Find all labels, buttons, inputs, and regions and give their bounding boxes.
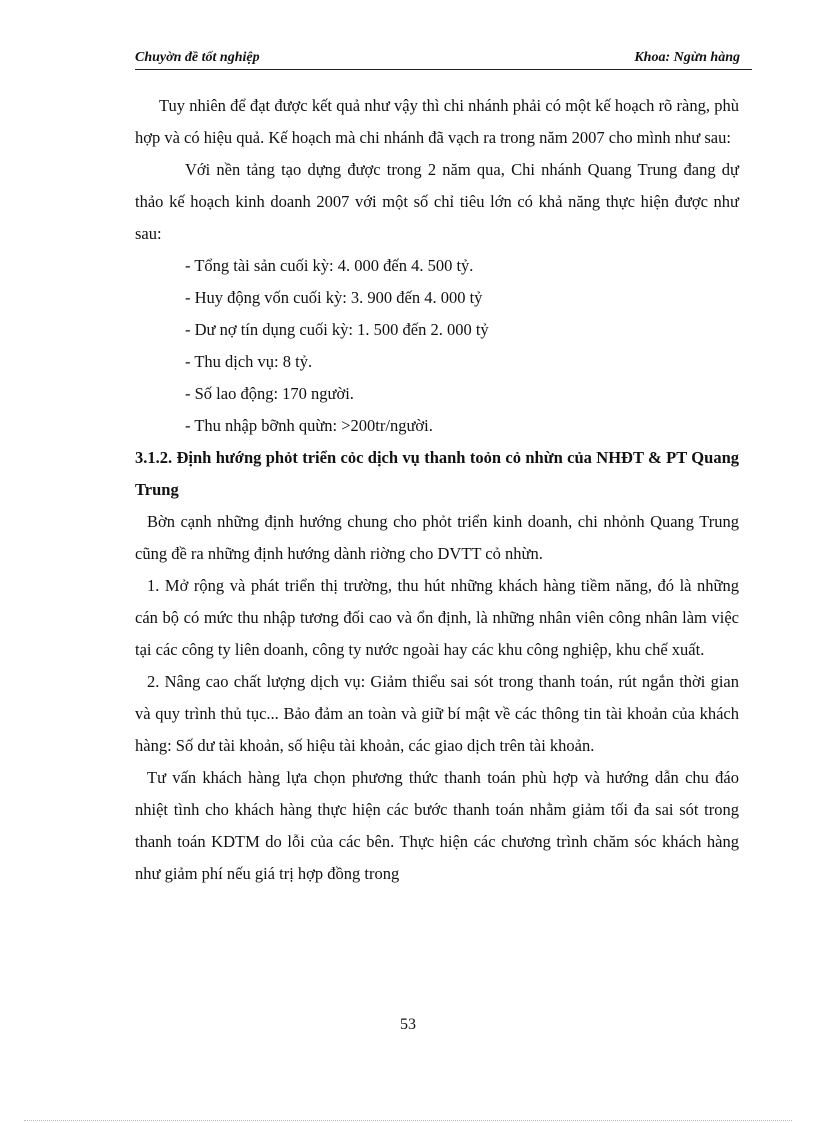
list-item: - Tổng tài sản cuối kỳ: 4. 000 đến 4. 500 tỷ. [185, 256, 474, 275]
paragraph-item-2: 2. Nâng cao chất lượng dịch vụ: Giảm thiểu sai sót trong thanh toán, rút ngắn thời gian và quy trình thủ tục... Bảo đảm an toàn và giữ bí mật về các thông tin tài khoản của khách hàng: Số dư tài khoản, số hiệu tài khoản, các giao dịch trên tài khoản. [135, 672, 739, 755]
page-number: 53 [400, 1016, 416, 1033]
header-right-title: Khoa: Ngừn hàng [634, 50, 740, 65]
header-left-title: Chuyờn đề tốt nghiệp [135, 50, 260, 65]
section-heading: 3.1.2. Định hướng phỏt triển cỏc dịch vụ thanh toỏn cỏ nhừn của NHĐT & PT Quang Trung [135, 448, 739, 499]
paragraph-item-1: 1. Mở rộng và phát triển thị trường, thu hút những khách hàng tiềm năng, đó là những cán bộ có mức thu nhập tương đối cao và ổn định, là những nhân viên công nhân làm việc tại các công ty liên doanh, công ty nước ngoài hay các khu công nghiệp, khu chế xuất. [135, 576, 739, 659]
paragraph-advice: Tư vấn khách hàng lựa chọn phương thức thanh toán phù hợp và hướng dẫn chu đáo nhiệt tình cho khách hàng thực hiện các bước thanh toán nhằm giảm tối đa sai sót trong thanh toán KDTM do lỗi của các bên. Thực hiện các chương trình chăm sóc khách hàng như giảm phí nếu giá trị hợp đồng trong [135, 768, 739, 883]
page-header [135, 49, 752, 70]
page-bottom-divider [24, 1120, 792, 1121]
list-item: - Thu nhập bỡnh quừn: >200tr/người. [185, 416, 433, 435]
page-body [135, 90, 739, 890]
target-list [135, 250, 739, 442]
list-item: - Huy động vốn cuối kỳ: 3. 900 đến 4. 000 tỷ [185, 288, 483, 307]
paragraph-section-intro: Bờn cạnh những định hướng chung cho phỏt triển kinh doanh, chi nhỏnh Quang Trung cũng đề ra những định hướng dành riờng cho DVTT cỏ nhừn. [135, 512, 739, 563]
paragraph-plan-intro: Tuy nhiên để đạt được kết quả như vậy thì chi nhánh phải có một kế hoạch rõ ràng, phù hợp và có hiệu quả. Kế hoạch mà chi nhánh đã vạch ra trong năm 2007 cho mình như sau: [135, 96, 739, 147]
list-item: - Dư nợ tín dụng cuối kỳ: 1. 500 đến 2. 000 tỷ [185, 320, 489, 339]
paragraph-plan-basis: Với nền tảng tạo dựng được trong 2 năm qua, Chi nhánh Quang Trung đang dự thảo kế hoạch kinh doanh 2007 với một số chỉ tiêu lớn có khả năng thực hiện được như sau: [135, 160, 739, 243]
list-item: - Số lao động: 170 người. [185, 384, 354, 403]
list-item: - Thu dịch vụ: 8 tỷ. [185, 352, 313, 371]
